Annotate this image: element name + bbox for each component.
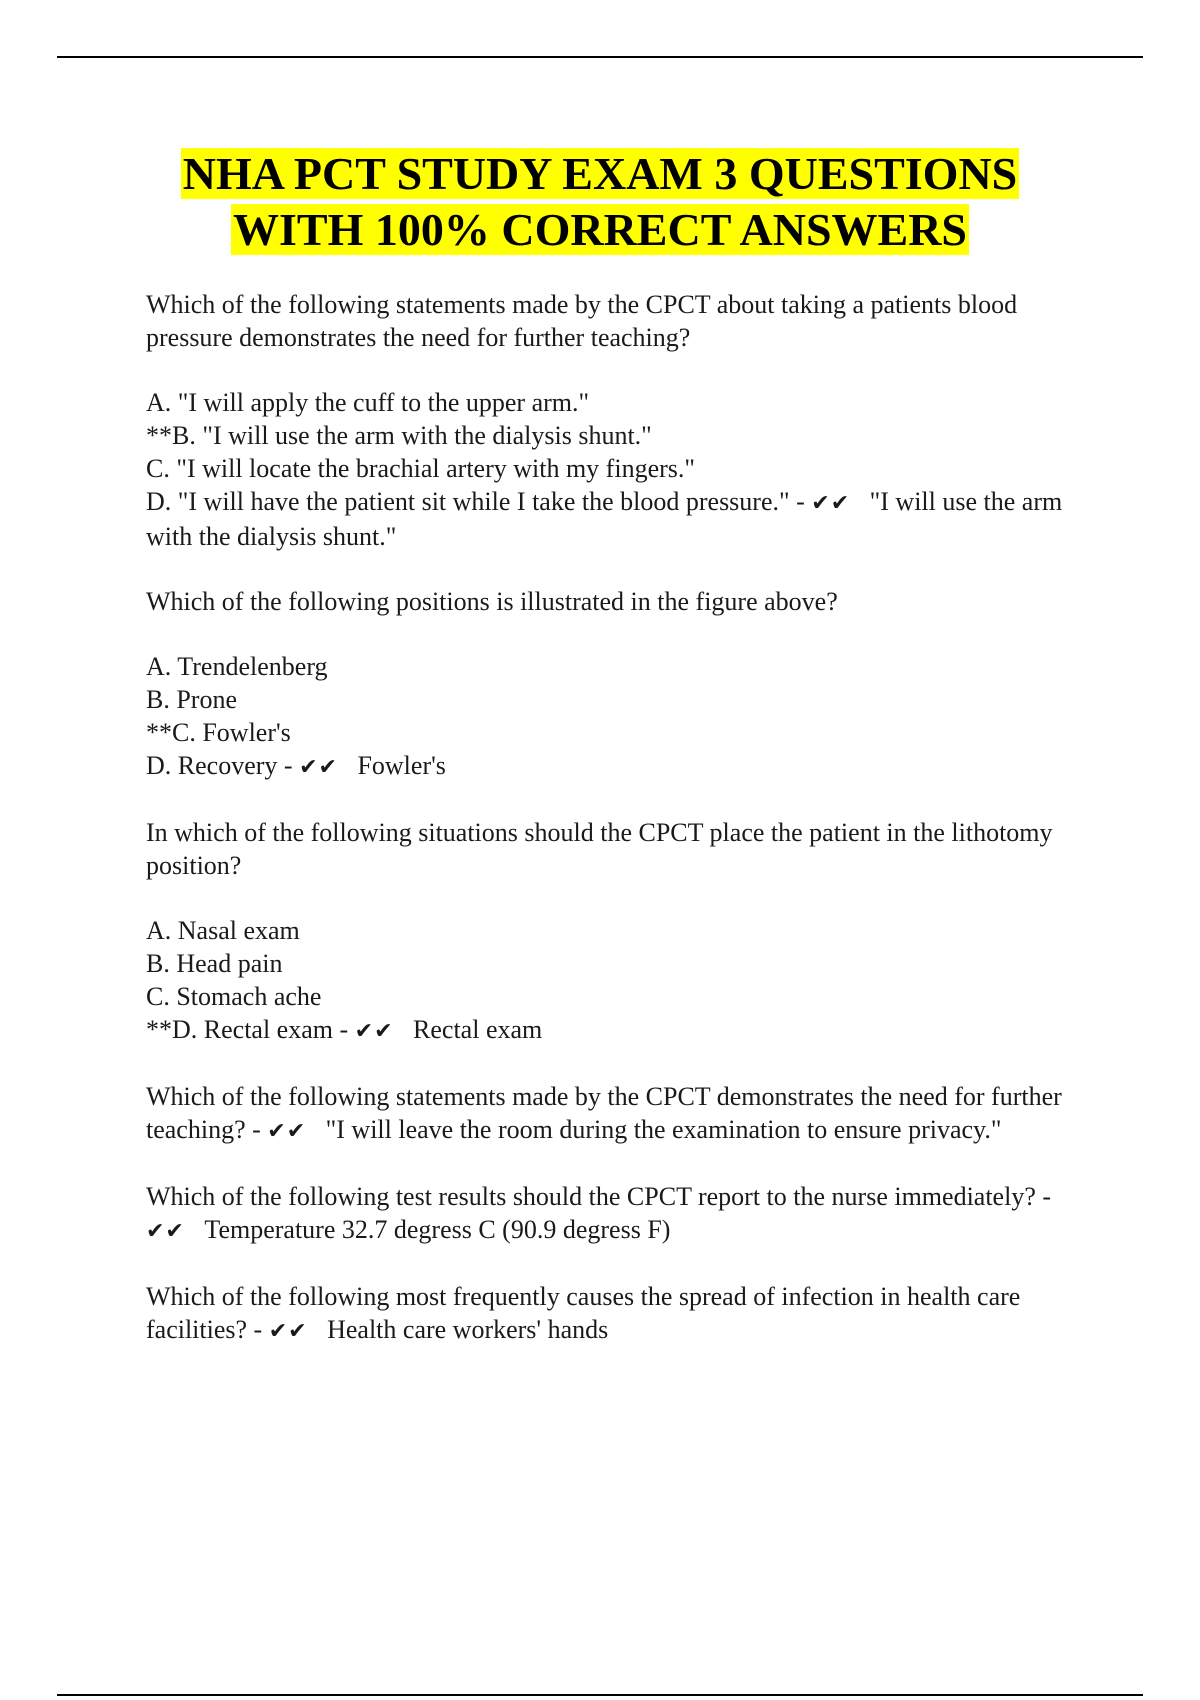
correct-answer: "I will use the arm with the dialysis shunt." (146, 487, 1063, 551)
double-check-icon: ✔✔ (267, 1119, 307, 1144)
question-block-4 (146, 1080, 1066, 1148)
question-block-6 (146, 1280, 1066, 1348)
option-d: D. Recovery - (146, 751, 293, 780)
question-answer-line (146, 1080, 1066, 1148)
double-check-icon: ✔✔ (146, 1219, 185, 1244)
double-check-icon: ✔✔ (268, 1319, 308, 1344)
question-text: Which of the following positions is illustrated in the figure above? (146, 587, 838, 616)
bottom-rule (57, 1694, 1143, 1696)
question-text: In which of the following situations should the CPCT place the patient in the lithotomy position? (146, 818, 1053, 880)
question-text: Which of the following statements made by the CPCT about taking a patients blood pressure demonstrates the need for further teaching? (146, 290, 1018, 352)
document-title (100, 146, 1100, 258)
option-b: **B. "I will use the arm with the dialysis shunt." (146, 421, 652, 450)
option-c: **C. Fowler's (146, 718, 291, 747)
double-check-icon: ✔✔ (299, 755, 338, 780)
correct-answer: Health care workers' hands (327, 1315, 609, 1344)
question-answer-line (146, 1280, 1066, 1348)
option-a: A. Trendelenberg (146, 652, 328, 681)
option-b: B. Head pain (146, 949, 283, 978)
correct-answer: Temperature 32.7 degress C (90.9 degress F) (204, 1215, 671, 1244)
question-block-3 (146, 816, 1066, 1048)
question-block-1 (146, 288, 1066, 553)
question-block-2 (146, 585, 1066, 784)
answer-options (146, 914, 1066, 1048)
question-text: Which of the following test results should the CPCT report to the nurse immediately? - (146, 1182, 1052, 1211)
option-a: A. Nasal exam (146, 916, 300, 945)
option-c: C. "I will locate the brachial artery with my fingers." (146, 454, 695, 483)
question-answer-line (146, 1180, 1066, 1248)
option-d: D. "I will have the patient sit while I take the blood pressure." - (146, 487, 805, 516)
correct-answer: Rectal exam (413, 1015, 543, 1044)
option-a: A. "I will apply the cuff to the upper arm." (146, 388, 590, 417)
double-check-icon: ✔✔ (354, 1019, 394, 1044)
option-b: B. Prone (146, 685, 237, 714)
option-d: **D. Rectal exam - (146, 1015, 349, 1044)
option-c: C. Stomach ache (146, 982, 322, 1011)
question-text: Which of the following statements made by the CPCT demonstrates the need for further teaching? - (146, 1082, 1062, 1144)
document-body (146, 288, 1066, 1380)
answer-options (146, 386, 1066, 553)
question-block-5 (146, 1180, 1066, 1248)
question-text: Which of the following most frequently causes the spread of infection in health care facilities? - (146, 1282, 1021, 1344)
title-line-1: NHA PCT STUDY EXAM 3 QUESTIONS (182, 148, 1018, 199)
correct-answer: "I will leave the room during the examination to ensure privacy." (325, 1115, 1002, 1144)
title-line-2: WITH 100% CORRECT ANSWERS (232, 204, 968, 255)
answer-options (146, 650, 1066, 784)
double-check-icon: ✔✔ (811, 491, 851, 516)
top-rule (57, 56, 1143, 58)
correct-answer: Fowler's (357, 751, 446, 780)
